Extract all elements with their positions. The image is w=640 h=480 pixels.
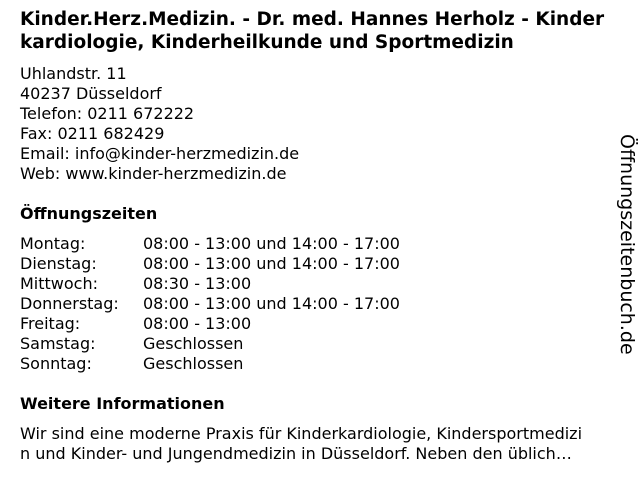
- opening-hours-heading: Öffnungszeiten: [20, 204, 158, 223]
- day-label: Dienstag:: [20, 254, 97, 273]
- phone-number: Telefon: 0211 672222: [20, 104, 195, 123]
- street-address: Uhlandstr. 11: [20, 64, 127, 83]
- city-address: 40237 Düsseldorf: [20, 84, 162, 103]
- hours-row-friday: [20, 314, 400, 334]
- time-value: 08:00 - 13:00 und 14:00 - 17:00: [143, 294, 400, 313]
- more-info-line: n und Kinder- und Jungendmedizin in Düsseldorf. Neben den üblich…: [20, 444, 572, 463]
- hours-row-monday: [20, 234, 400, 254]
- more-info-line: Wir sind eine moderne Praxis für Kinderkardiologie, Kindersportmedizi: [20, 424, 583, 443]
- website-address: Web: www.kinder-herzmedizin.de: [20, 164, 287, 183]
- fax-number: Fax: 0211 682429: [20, 124, 165, 143]
- hours-row-thursday: [20, 294, 400, 314]
- time-value: 08:00 - 13:00 und 14:00 - 17:00: [143, 234, 400, 253]
- time-value: Geschlossen: [143, 334, 244, 353]
- site-watermark: Öffnungszeitenbuch.de: [616, 134, 638, 355]
- time-value: 08:00 - 13:00 und 14:00 - 17:00: [143, 254, 400, 273]
- time-value: 08:00 - 13:00: [143, 314, 252, 333]
- hours-row-sunday: [20, 354, 400, 374]
- day-label: Mittwoch:: [20, 274, 98, 293]
- address-block: [20, 64, 299, 184]
- day-label: Donnerstag:: [20, 294, 119, 313]
- time-value: Geschlossen: [143, 354, 244, 373]
- business-title: Kinder.Herz.Medizin. - Dr. med. Hannes Herholz - Kinderkardiologie, Kinderheilkunde und Sportmedizin: [20, 9, 605, 53]
- hours-row-saturday: [20, 334, 400, 354]
- day-label: Sonntag:: [20, 354, 92, 373]
- opening-hours-table: [20, 234, 400, 374]
- more-info-heading: Weitere Informationen: [20, 394, 225, 413]
- email-address: Email: info@kinder-herzmedizin.de: [20, 144, 300, 163]
- more-info-text: [20, 424, 630, 464]
- day-label: Samstag:: [20, 334, 96, 353]
- day-label: Montag:: [20, 234, 86, 253]
- hours-row-tuesday: [20, 254, 400, 274]
- time-value: 08:30 - 13:00: [143, 274, 252, 293]
- day-label: Freitag:: [20, 314, 81, 333]
- hours-row-wednesday: [20, 274, 400, 294]
